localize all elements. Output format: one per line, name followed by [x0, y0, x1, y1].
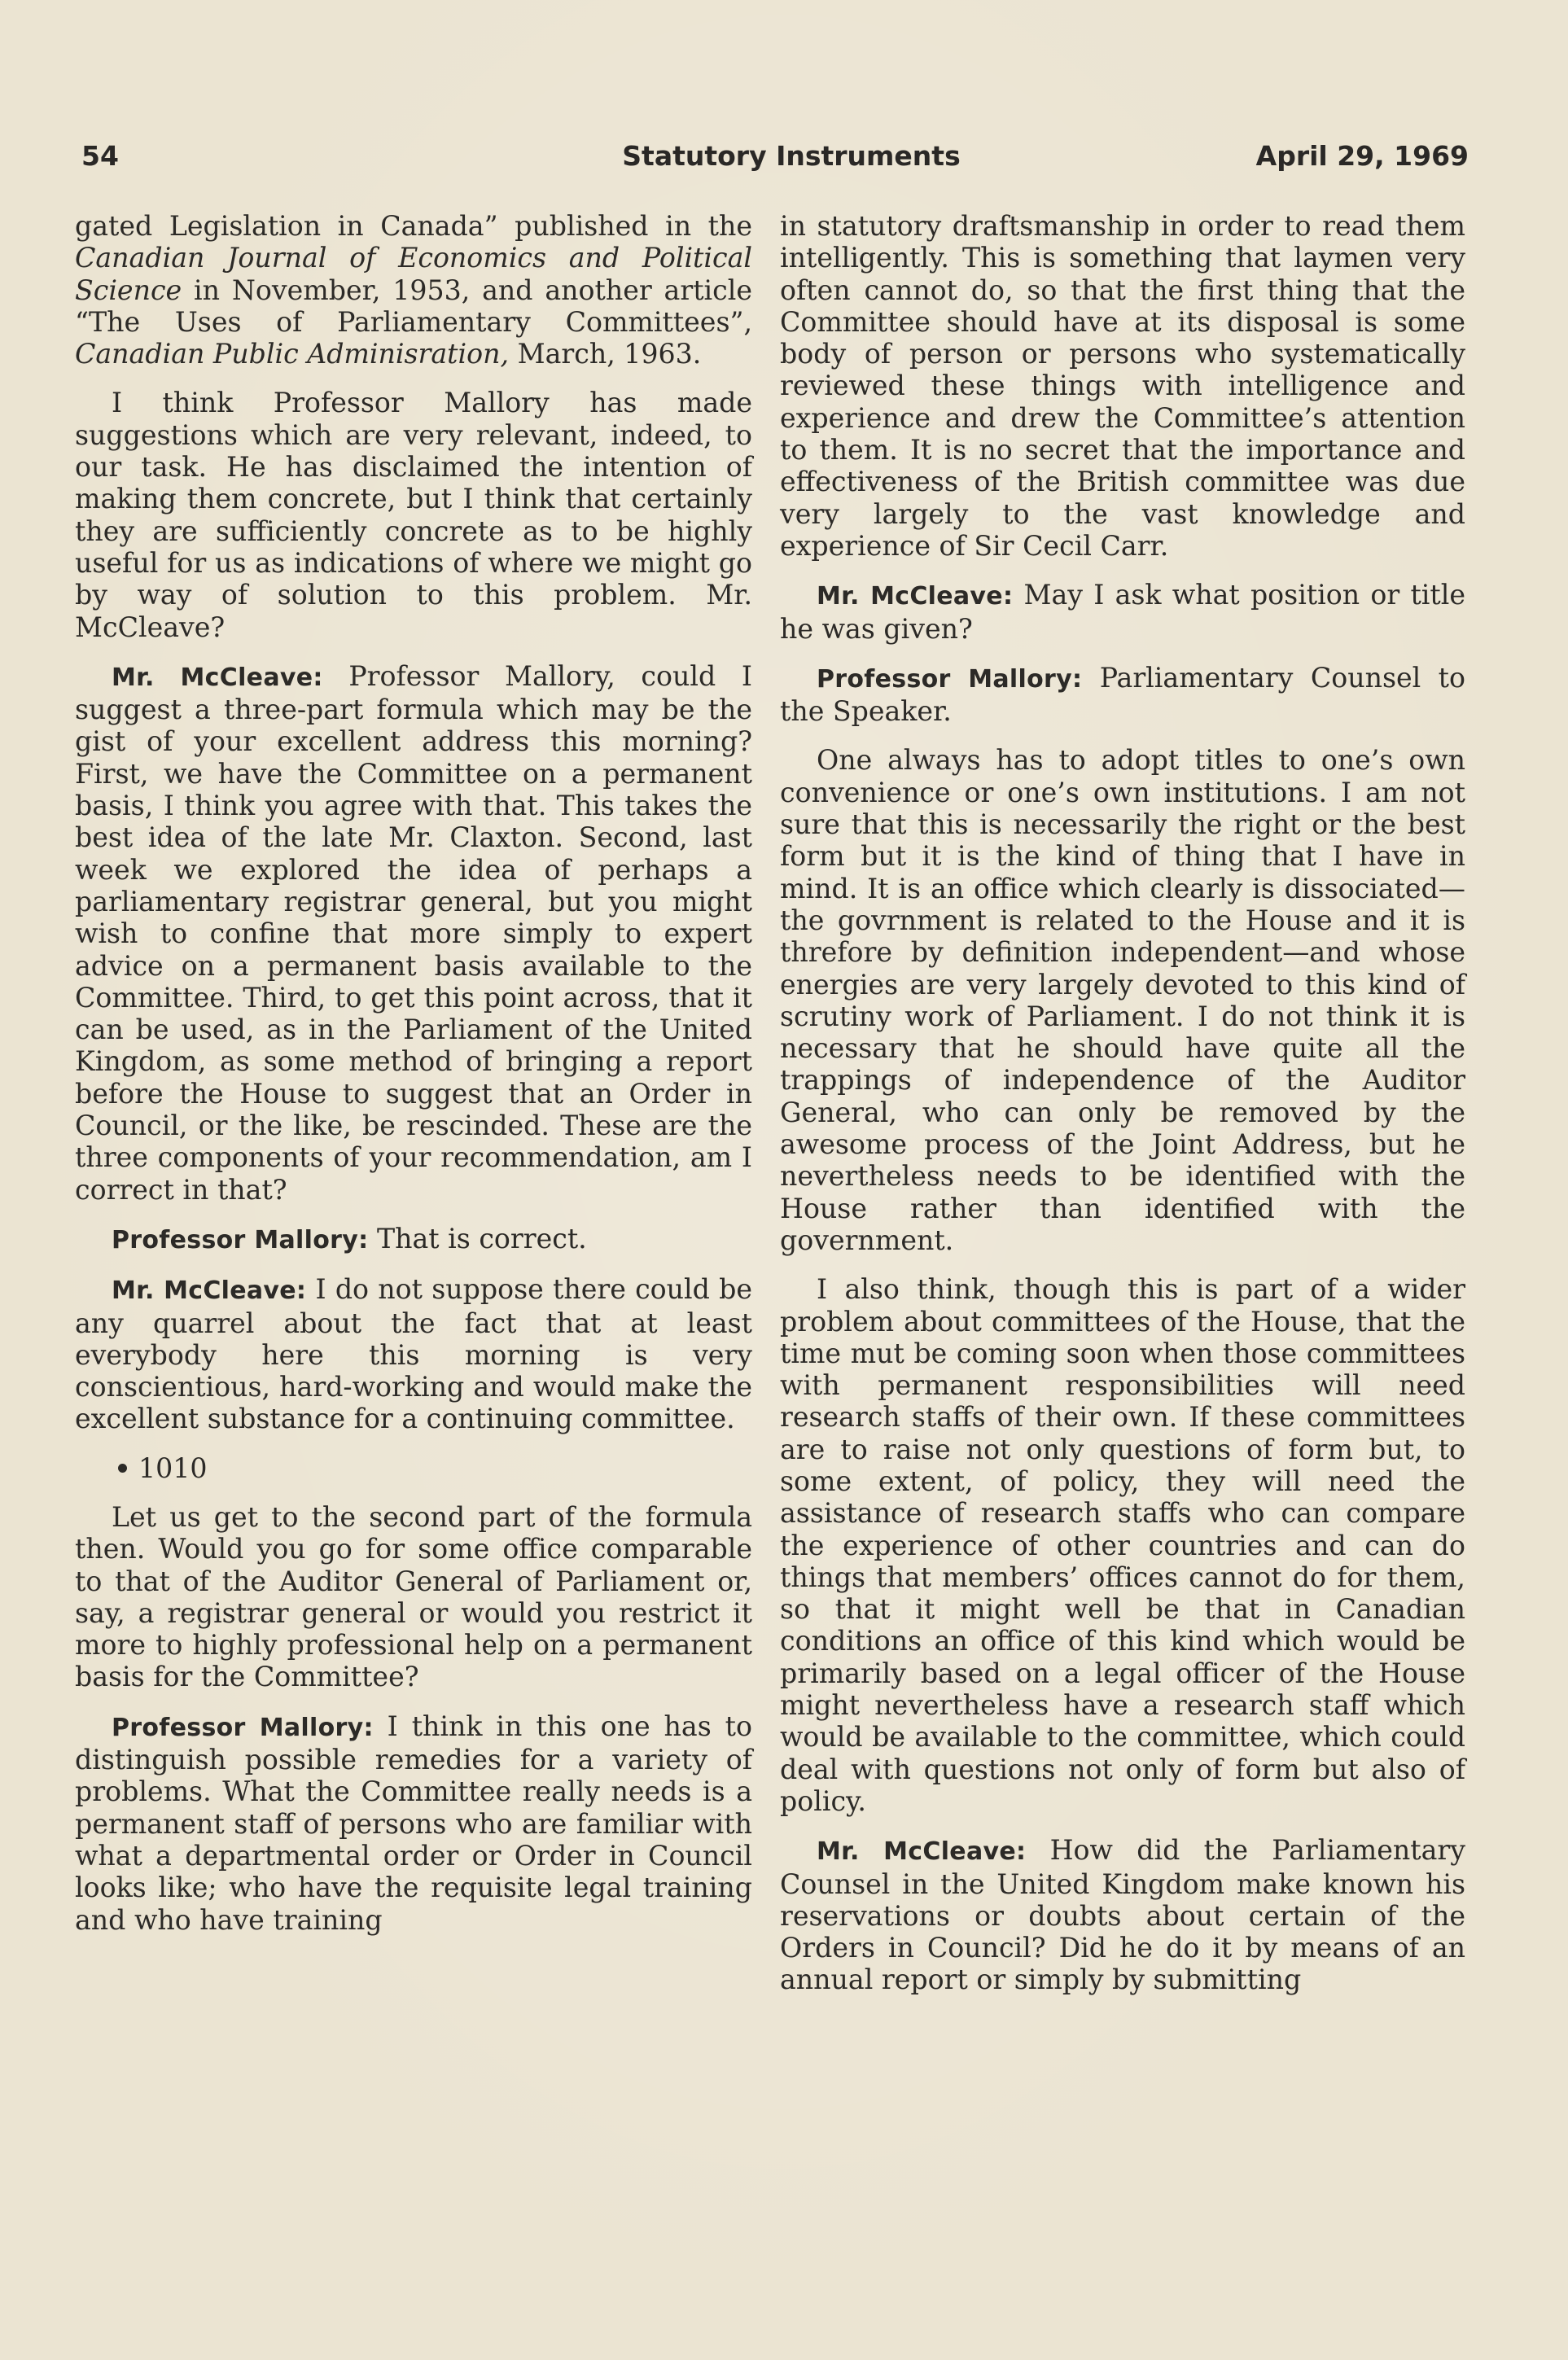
right-paragraph-2: Mr. McCleave: May I ask what position or title he was given? — [780, 579, 1465, 645]
right-paragraph-3: Professor Mallory: Parliamentary Counsel to the Speaker. — [780, 661, 1465, 728]
speaker-label: Professor Mallory: — [112, 1713, 374, 1742]
speaker-label: Mr. McCleave: — [817, 582, 1014, 611]
left-paragraph-2: I think Professor Mallory has made suggestions which are very relevant, indeed, to our task. He has disclaimed the intention of making them concrete, but I think that certainly they are sufficiently concrete as to be highly useful for us as indications of where we might go by way of solution to this problem. Mr. McCleave? — [75, 387, 752, 643]
bullet-icon — [118, 1464, 127, 1473]
speaker-label: Mr. McCleave: — [112, 1276, 307, 1306]
left-paragraph-6: Let us get to the second part of the formula then. Would you go for some office comparable to that of the Auditor General of Parliament or, say, a registrar general or would you restrict it more to highly professional help on a permanent basis for the Committee? — [75, 1500, 752, 1693]
left-paragraph-7: Professor Mallory: I think in this one has to distinguish possible remedies for a variety of problems. What the Committee really needs is a permanent staff of persons who are familiar with what a departmental order or Order in Council looks like; who have the requisite legal training and who have training — [75, 1710, 752, 1936]
speaker-label: Professor Mallory: — [112, 1225, 369, 1254]
left-paragraph-5: Mr. McCleave: I do not suppose there could be any quarrel about the fact that at least everybody here this morning is very conscientious, hard-working and would make the excellent substance for a continuing committee. — [75, 1273, 752, 1435]
right-paragraph-5: I also think, though this is part of a wider problem about committees of the House, that the time mut be coming soon when those committees with permanent responsibilities will need research staffs of their own. If these committees are to raise not only questions of form but, to some extent, of policy, they will need the assistance of research staffs who can compare the experience of other countries and can do things that members’ offices cannot do for them, so that it might well be that in Canadian conditions an office of this kind which would be primarily based on a legal officer of the House might nevertheless have a research staff which would be available to the committee, which could deal with questions not only of form but also of policy. — [780, 1273, 1465, 1817]
time-marker: 1010 — [75, 1452, 752, 1484]
left-paragraph-4: Professor Mallory: That is correct. — [112, 1222, 587, 1254]
page-header — [81, 140, 1469, 181]
journal-title-2: Canadian Public Adminisration, — [75, 338, 510, 370]
speaker-label: Professor Mallory: — [817, 664, 1083, 694]
journal-title: Canadian Journal of Economics and Political Science — [75, 242, 752, 306]
speaker-label: Mr. McCleave: — [817, 1837, 1027, 1867]
speaker-label: Mr. McCleave: — [112, 663, 323, 692]
left-paragraph-1: gated Legislation in Canada” published in the Canadian Journal of Economics and Political Science in November, 1953, and another article “The Uses of Parliamentary Committees”, Canadian Public Adminisration, March, 1963. — [75, 210, 752, 370]
right-paragraph-4: One always has to adopt titles to one’s own convenience or one’s own institutions. I am not sure that this is necessarily the right or the best form but it is the kind of thing that I have in mind. It is an office which clearly is dissociated—the govrnment is related to the House and it is threfore by definition independent—and whose energies are very largely devoted to this kind of scrutiny work of Parliament. I do not think it is necessary that he should have quite all the trappings of independence of the Auditor General, who can only be removed by the awesome process of the Joint Address, but he nevertheless needs to be identified with the House rather than identified with the government. — [780, 744, 1465, 1256]
header-date: April 29, 1969 — [1255, 140, 1469, 172]
left-paragraph-3: Mr. McCleave: Professor Mallory, could I suggest a three-part formula which may be the gist of your excellent address this morning? First, we have the Committee on a permanent basis, I think you agree with that. This takes the best idea of the late Mr. Claxton. Second, last week we explored the idea of perhaps a parliamentary registrar general, but you might wish to confine that more simply to expert advice on a permanent basis available to the Committee. Third, to get this point across, that it can be used, as in the Parliament of the United Kingdom, as some method of bringing a report before the House to suggest that an Order in Council, or the like, be rescinded. These are the three components of your recommendation, am I correct in that? — [75, 659, 752, 1206]
right-column — [780, 210, 1465, 2013]
page-number: 54 — [81, 140, 119, 172]
right-paragraph-1: in statutory draftsmanship in order to read them intelligently. This is something that laymen very often cannot do, so that the first thing that the Committee should have at its disposal is some body of person or persons who systematically reviewed these things with intelligence and experience and drew the Committee’s attention to them. It is no secret that the importance and effectiveness of the British committee was due very largely to the vast knowledge and experience of Sir Cecil Carr. — [780, 210, 1465, 562]
running-title: Statutory Instruments — [622, 140, 961, 172]
right-paragraph-6: Mr. McCleave: How did the Parliamentary Counsel in the United Kingdom make known his reservations or doubts about certain of the Orders in Council? Did he do it by means of an annual report or simply by submitting — [780, 1834, 1465, 1996]
left-column — [75, 210, 752, 1953]
